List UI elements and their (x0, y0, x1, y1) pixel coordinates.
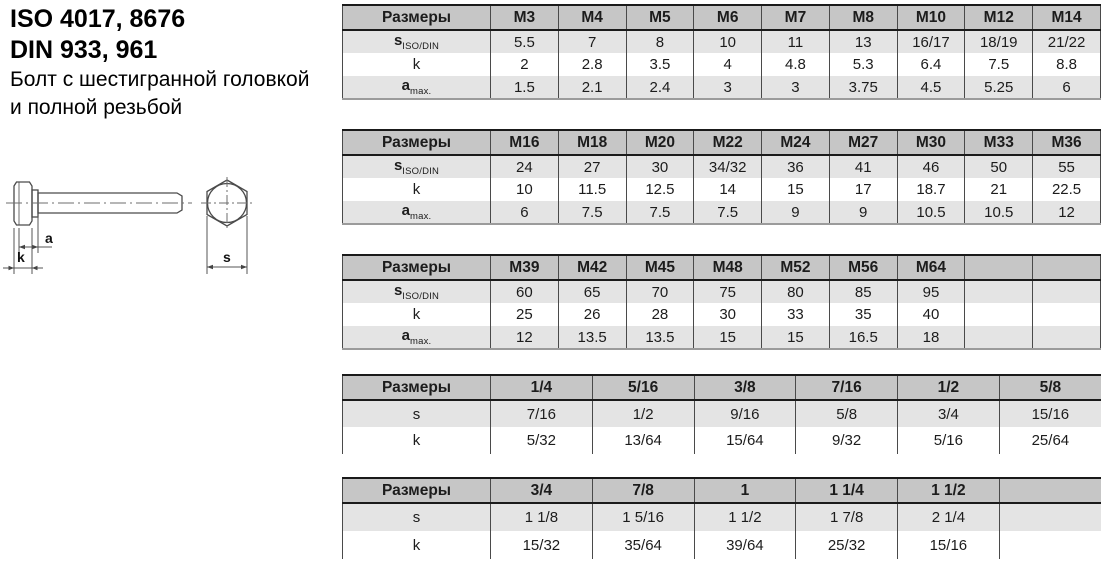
value-cell: 30 (694, 303, 762, 326)
value-cell: 95 (897, 280, 965, 303)
value-cell: 34/32 (694, 155, 762, 178)
value-cell: 25 (491, 303, 559, 326)
value-cell: 1 5/16 (592, 503, 694, 531)
value-cell: 36 (762, 155, 830, 178)
size-column-header: M16 (491, 130, 559, 155)
size-column-header: M30 (897, 130, 965, 155)
table-header-row (343, 255, 1101, 280)
value-cell: 2.1 (558, 76, 626, 99)
row-label (343, 531, 491, 559)
row-label-symbol: a (401, 202, 410, 219)
table-inch-34-112 (342, 477, 1101, 559)
value-cell: 35 (829, 303, 897, 326)
value-cell: 3 (762, 76, 830, 99)
row-label-symbol: k (412, 536, 421, 554)
dimension-row-a (343, 201, 1101, 224)
size-column-header: 1 1/2 (898, 478, 1000, 503)
value-cell: 50 (965, 155, 1033, 178)
value-cell: 9/16 (694, 400, 796, 427)
size-column-header: M36 (1033, 130, 1101, 155)
dim-a-arrow-right (32, 245, 38, 250)
size-column-header: M20 (626, 130, 694, 155)
dimension-k (3, 228, 43, 274)
value-cell: 5/32 (491, 427, 593, 454)
dimension-row-k (343, 531, 1102, 559)
value-cell: 10.5 (897, 201, 965, 224)
value-cell: 7.5 (558, 201, 626, 224)
value-cell: 8.8 (1033, 53, 1101, 76)
value-cell: 13.5 (558, 326, 626, 349)
size-column-header: M42 (558, 255, 626, 280)
value-cell: 6 (491, 201, 559, 224)
value-cell: 1 1/8 (491, 503, 593, 531)
value-cell: 70 (626, 280, 694, 303)
table-header-row (343, 5, 1101, 30)
table-inch-14-58 (342, 374, 1101, 454)
value-cell: 39/64 (694, 531, 796, 559)
table-m3-m14 (342, 4, 1101, 100)
size-column-header: M24 (762, 130, 830, 155)
dim-a-label: a (45, 230, 53, 246)
value-cell (1033, 280, 1101, 303)
value-cell: 9/32 (796, 427, 898, 454)
value-cell: 11 (762, 30, 830, 53)
value-cell: 28 (626, 303, 694, 326)
dim-s-arrow-left (207, 265, 213, 270)
row-label (343, 76, 491, 99)
row-label-subscript: ISO/DIN (402, 291, 440, 302)
value-cell: 65 (558, 280, 626, 303)
size-column-header: M56 (829, 255, 897, 280)
value-cell: 7.5 (965, 53, 1033, 76)
value-cell: 11.5 (558, 178, 626, 201)
value-cell: 9 (829, 201, 897, 224)
value-cell (965, 303, 1033, 326)
size-column-header: M18 (558, 130, 626, 155)
value-cell: 33 (762, 303, 830, 326)
size-column-header: M4 (558, 5, 626, 30)
size-column-header: 1/4 (491, 375, 593, 400)
size-column-header (1033, 255, 1101, 280)
value-cell: 27 (558, 155, 626, 178)
row-label (343, 178, 491, 201)
value-cell: 6 (1033, 76, 1101, 99)
value-cell (1033, 326, 1101, 349)
value-cell: 1 7/8 (796, 503, 898, 531)
row-label-symbol: s (393, 157, 403, 174)
value-cell: 18.7 (897, 178, 965, 201)
table-m16-m36 (342, 129, 1101, 225)
value-cell: 3.5 (626, 53, 694, 76)
dim-s-label: s (223, 249, 231, 265)
value-cell: 5/16 (898, 427, 1000, 454)
row-label-symbol: k (412, 306, 421, 323)
value-cell (999, 503, 1101, 531)
value-cell: 7.5 (626, 201, 694, 224)
size-column-header: M22 (694, 130, 762, 155)
row-label-symbol: s (393, 32, 403, 49)
size-column-header: 3/4 (491, 478, 593, 503)
value-cell: 18 (897, 326, 965, 349)
sizes-corner-header: Размеры (343, 5, 491, 30)
dimension-row-a (343, 326, 1101, 349)
row-label-symbol: k (412, 432, 421, 449)
value-cell: 16.5 (829, 326, 897, 349)
size-column-header: 5/8 (999, 375, 1101, 400)
size-column-header: M64 (897, 255, 965, 280)
value-cell: 10 (694, 30, 762, 53)
row-label (343, 280, 491, 303)
value-cell: 40 (897, 303, 965, 326)
size-column-header: 1 (694, 478, 796, 503)
row-label-subscript: ISO/DIN (402, 41, 440, 52)
value-cell: 3 (694, 76, 762, 99)
row-label (343, 53, 491, 76)
value-cell: 13 (829, 30, 897, 53)
value-cell: 1 1/2 (694, 503, 796, 531)
value-cell: 2.8 (558, 53, 626, 76)
size-column-header: 1 1/4 (796, 478, 898, 503)
row-label-symbol: k (412, 56, 421, 73)
value-cell: 8 (626, 30, 694, 53)
value-cell: 1/2 (592, 400, 694, 427)
value-cell: 5.3 (829, 53, 897, 76)
row-label (343, 303, 491, 326)
value-cell: 12 (1033, 201, 1101, 224)
row-label (343, 30, 491, 53)
value-cell: 15/32 (491, 531, 593, 559)
value-cell: 9 (762, 201, 830, 224)
value-cell: 15 (762, 178, 830, 201)
size-column-header: M48 (694, 255, 762, 280)
size-column-header: M10 (897, 5, 965, 30)
dimension-row-a (343, 76, 1101, 99)
size-column-header: 1/2 (898, 375, 1000, 400)
value-cell: 21 (965, 178, 1033, 201)
value-cell: 15 (762, 326, 830, 349)
value-cell: 30 (626, 155, 694, 178)
value-cell: 24 (491, 155, 559, 178)
value-cell: 26 (558, 303, 626, 326)
sizes-corner-header: Размеры (343, 130, 491, 155)
description-line-1: Болт с шестигранной головкой (10, 68, 310, 91)
value-cell: 4.8 (762, 53, 830, 76)
table-header-row (343, 130, 1101, 155)
row-label-subscript: max. (409, 86, 432, 97)
bolt-side-view (6, 182, 192, 225)
value-cell: 55 (1033, 155, 1101, 178)
row-label-symbol: k (412, 181, 421, 198)
value-cell: 3/4 (898, 400, 1000, 427)
value-cell: 35/64 (592, 531, 694, 559)
row-label (343, 201, 491, 224)
dimension-row-s (343, 400, 1102, 427)
value-cell: 18/19 (965, 30, 1033, 53)
value-cell: 6.4 (897, 53, 965, 76)
size-column-header: M27 (829, 130, 897, 155)
value-cell: 25/32 (796, 531, 898, 559)
value-cell: 10.5 (965, 201, 1033, 224)
value-cell: 46 (897, 155, 965, 178)
size-column-header: M39 (491, 255, 559, 280)
value-cell: 2 (491, 53, 559, 76)
value-cell: 1.5 (491, 76, 559, 99)
description-line-2: и полной резьбой (10, 96, 183, 119)
value-cell: 2 1/4 (898, 503, 1000, 531)
sizes-corner-header: Размеры (343, 478, 491, 503)
value-cell: 7.5 (694, 201, 762, 224)
table-m39-m64 (342, 254, 1101, 350)
size-column-header: M52 (762, 255, 830, 280)
size-column-header: M8 (829, 5, 897, 30)
value-cell (965, 280, 1033, 303)
row-label-symbol: a (401, 327, 410, 344)
value-cell: 5.25 (965, 76, 1033, 99)
value-cell: 41 (829, 155, 897, 178)
size-column-header: 7/16 (796, 375, 898, 400)
value-cell (1033, 303, 1101, 326)
size-column-header: 3/8 (694, 375, 796, 400)
size-column-header: 7/8 (592, 478, 694, 503)
value-cell: 85 (829, 280, 897, 303)
size-column-header: M5 (626, 5, 694, 30)
row-label (343, 400, 491, 427)
dimension-s (207, 216, 247, 274)
dimension-row-s (343, 155, 1101, 178)
dim-k-arrow-left (9, 266, 15, 271)
value-cell (999, 531, 1101, 559)
row-label-subscript: max. (409, 211, 432, 222)
row-label-symbol: s (412, 405, 421, 423)
size-column-header: M33 (965, 130, 1033, 155)
value-cell: 15/64 (694, 427, 796, 454)
dimension-a (19, 216, 53, 253)
dimension-row-s (343, 503, 1102, 531)
value-cell: 4.5 (897, 76, 965, 99)
dimension-row-k (343, 427, 1102, 454)
dim-k-label: k (17, 249, 25, 265)
dim-s-arrow-right (241, 265, 247, 270)
value-cell: 12 (491, 326, 559, 349)
table-header-row (343, 478, 1102, 503)
row-label (343, 326, 491, 349)
row-label (343, 503, 491, 531)
dimension-row-s (343, 280, 1101, 303)
size-column-header: M14 (1033, 5, 1101, 30)
row-label-subscript: max. (409, 336, 432, 347)
row-label-subscript: ISO/DIN (402, 166, 440, 177)
size-column-header (999, 478, 1101, 503)
value-cell: 10 (491, 178, 559, 201)
row-label-symbol: a (401, 77, 410, 94)
value-cell: 16/17 (897, 30, 965, 53)
value-cell: 25/64 (999, 427, 1101, 454)
dim-k-arrow-right (32, 266, 38, 271)
size-column-header: M45 (626, 255, 694, 280)
value-cell: 7 (558, 30, 626, 53)
value-cell: 15 (694, 326, 762, 349)
row-label (343, 427, 491, 454)
value-cell: 13.5 (626, 326, 694, 349)
row-label (343, 155, 491, 178)
size-column-header: M3 (491, 5, 559, 30)
dimension-row-k (343, 303, 1101, 326)
size-column-header: M7 (762, 5, 830, 30)
value-cell: 75 (694, 280, 762, 303)
table-header-row (343, 375, 1102, 400)
value-cell: 5.5 (491, 30, 559, 53)
row-label-symbol: s (412, 509, 421, 526)
value-cell: 7/16 (491, 400, 593, 427)
size-column-header: M6 (694, 5, 762, 30)
sizes-corner-header: Размеры (343, 255, 491, 280)
title-block (10, 4, 309, 122)
value-cell: 22.5 (1033, 178, 1101, 201)
din-standard-title: DIN 933, 961 (10, 36, 158, 64)
size-column-header: 5/16 (592, 375, 694, 400)
value-cell: 14 (694, 178, 762, 201)
bolt-technical-drawing (0, 150, 300, 285)
iso-standard-title: ISO 4017, 8676 (10, 5, 186, 33)
value-cell: 2.4 (626, 76, 694, 99)
value-cell: 80 (762, 280, 830, 303)
value-cell: 5/8 (796, 400, 898, 427)
value-cell: 4 (694, 53, 762, 76)
value-cell: 60 (491, 280, 559, 303)
size-column-header (965, 255, 1033, 280)
value-cell: 3.75 (829, 76, 897, 99)
value-cell: 12.5 (626, 178, 694, 201)
sizes-corner-header: Размеры (343, 375, 491, 400)
dimension-row-s (343, 30, 1101, 53)
value-cell: 17 (829, 178, 897, 201)
row-label-symbol: s (393, 282, 403, 299)
hex-end-view (201, 177, 253, 229)
value-cell: 13/64 (592, 427, 694, 454)
value-cell: 15/16 (898, 531, 1000, 559)
value-cell: 15/16 (999, 400, 1101, 427)
value-cell (965, 326, 1033, 349)
size-column-header: M12 (965, 5, 1033, 30)
value-cell: 21/22 (1033, 30, 1101, 53)
dimension-row-k (343, 178, 1101, 201)
dimension-row-k (343, 53, 1101, 76)
